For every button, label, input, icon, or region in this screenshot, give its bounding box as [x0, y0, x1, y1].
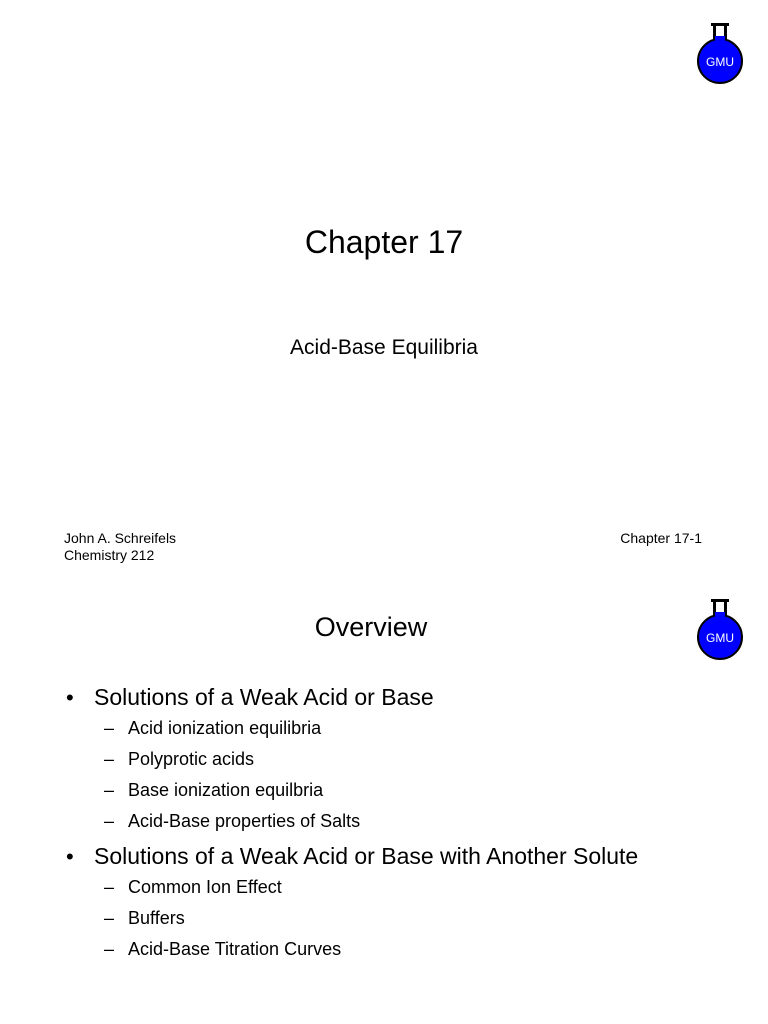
- bullet-item: [64, 682, 664, 841]
- logo-text: GMU: [706, 55, 734, 69]
- sub-bullet-item: – Base ionization equilbria: [64, 775, 664, 806]
- logo-text: GMU: [706, 631, 734, 645]
- slide-number: Chapter 17-1: [620, 530, 702, 546]
- bullet-icon: •: [66, 685, 74, 710]
- footer-author-block: [64, 530, 176, 564]
- course-name: Chemistry 212: [64, 547, 155, 563]
- bullet-text: Solutions of a Weak Acid or Base with Another Solute: [94, 843, 639, 869]
- author-name: John A. Schreifels: [64, 530, 177, 546]
- dash-icon: –: [104, 877, 115, 897]
- dash-icon: –: [104, 811, 115, 831]
- sub-bullet-item: – Acid-Base Titration Curves: [64, 934, 664, 965]
- bullet-item: [64, 841, 664, 969]
- sub-bullet-item: – Polyprotic acids: [64, 744, 664, 775]
- sub-bullet-item: – Acid-Base properties of Salts: [64, 806, 664, 837]
- bullet-text: Solutions of a Weak Acid or Base: [94, 684, 434, 710]
- bullet-icon: •: [66, 844, 74, 869]
- slide-subtitle: Acid-Base Equilibria: [290, 336, 478, 359]
- overview-bullet-list: [64, 682, 664, 969]
- dash-icon: –: [104, 939, 115, 959]
- overview-title: Overview: [314, 612, 428, 642]
- sub-bullet-item: – Common Ion Effect: [64, 872, 664, 903]
- dash-icon: –: [104, 749, 115, 769]
- sub-bullet-item: – Buffers: [64, 903, 664, 934]
- sub-bullet-list: [64, 872, 664, 969]
- dash-icon: –: [104, 908, 115, 928]
- sub-bullet-list: [64, 713, 664, 841]
- dash-icon: –: [104, 718, 115, 738]
- slide-title: Chapter 17: [304, 224, 464, 260]
- sub-bullet-item: – Acid ionization equilibria: [64, 713, 664, 744]
- dash-icon: –: [104, 780, 115, 800]
- gmu-flask-logo: [694, 22, 746, 84]
